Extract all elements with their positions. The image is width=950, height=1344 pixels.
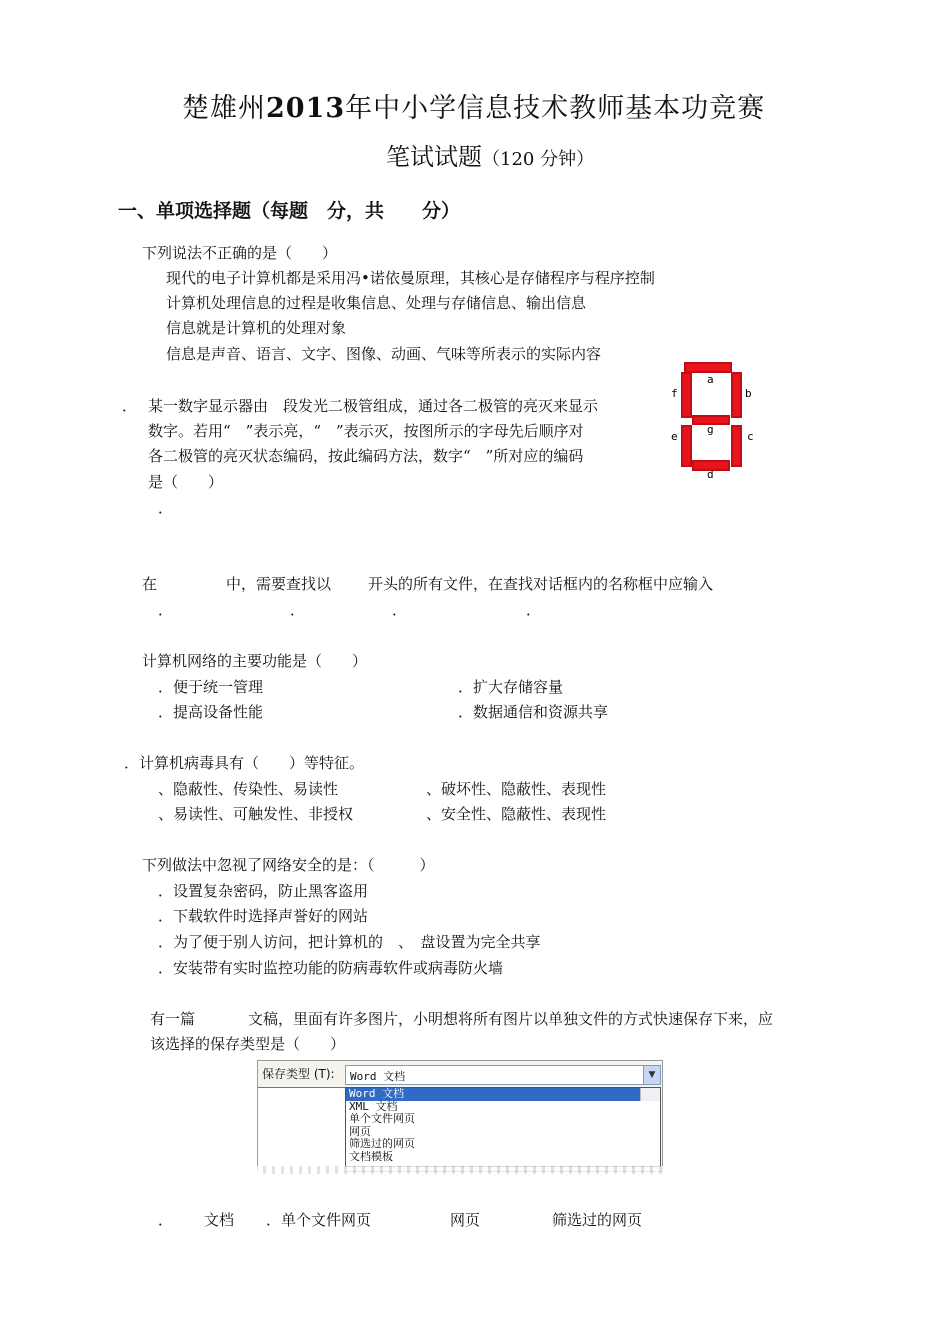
- segment-label-g: g: [707, 423, 714, 436]
- subtitle-main: 笔试试题: [386, 143, 482, 171]
- q4-option: ．提高设备性能: [158, 703, 264, 721]
- save-type-combobox[interactable]: [345, 1065, 661, 1085]
- page-title: [182, 86, 765, 125]
- segment-label-d: d: [707, 468, 714, 481]
- q1-option: 计算机处理信息的过程是收集信息、处理与存储信息、输出信息: [166, 294, 587, 312]
- q1-option: 信息是声音、语言、文字、图像、动画、气味等所表示的实际内容: [166, 345, 602, 363]
- save-type-option[interactable]: 筛选过的网页: [349, 1137, 415, 1150]
- save-type-option[interactable]: XML 文档: [349, 1099, 398, 1113]
- segment-label-e: e: [671, 430, 678, 443]
- dropdown-scrollbar[interactable]: [640, 1088, 660, 1101]
- q4-option: ．数据通信和资源共享: [458, 703, 609, 721]
- q4-option: ．扩大存储容量: [458, 678, 564, 696]
- title-prefix: 楚雄州: [182, 93, 266, 124]
- q7-line1-a: 有一篇: [150, 1010, 196, 1028]
- q5-stem: ．计算机病毒具有（ ）等特征。: [124, 754, 365, 772]
- seven-segment-figure: [668, 362, 758, 484]
- chevron-down-icon[interactable]: ▼: [643, 1066, 660, 1084]
- q3-option-dot: ．: [158, 601, 174, 619]
- segment-f: [681, 372, 692, 418]
- q7-option: 筛选过的网页: [552, 1211, 643, 1229]
- q2-line: 数字。若用“ ”表示亮，“ ”表示灭，按图所示的字母先后顺序对: [148, 422, 584, 440]
- save-type-option[interactable]: Word 文档: [346, 1088, 660, 1101]
- q5-option: 、隐蔽性、传染性、易读性: [158, 780, 339, 798]
- torn-edge-decoration: [257, 1166, 663, 1174]
- save-type-dialog: [257, 1060, 663, 1172]
- q2-option-dot: ．: [158, 499, 174, 517]
- segment-label-a: a: [707, 373, 714, 386]
- save-type-label: 保存类型 (T):: [262, 1067, 335, 1081]
- q1-option: 信息就是计算机的处理对象: [166, 319, 347, 337]
- q6-option: ．下载软件时选择声誉好的网站: [158, 907, 369, 925]
- q1-stem: 下列说法不正确的是（ ）: [142, 244, 338, 262]
- q3-stem-c: 开头的所有文件，在查找对话框内的名称框中应输入: [368, 575, 714, 593]
- segment-label-c: c: [747, 430, 754, 443]
- q3-stem-a: 在: [142, 575, 158, 593]
- q6-option: ．设置复杂密码，防止黑客盗用: [158, 882, 369, 900]
- q7-line2: 该选择的保存类型是（ ）: [150, 1035, 346, 1053]
- q6-option: ．安装带有实时监控功能的防病毒软件或病毒防火墙: [158, 959, 504, 977]
- q2-line: 某一数字显示器由 段发光二极管组成，通过各二极管的亮灭来显示: [148, 397, 599, 415]
- q6-stem: 下列做法中忽视了网络安全的是：（ ）: [142, 856, 435, 874]
- save-type-option[interactable]: 单个文件网页: [349, 1112, 415, 1125]
- q7-option: 网页: [450, 1211, 481, 1229]
- q2-line: 是（ ）: [148, 473, 224, 491]
- save-type-dropdown-list[interactable]: [345, 1087, 661, 1167]
- q4-option: ．便于统一管理: [158, 678, 264, 696]
- dialog-left-pane: [258, 1087, 345, 1174]
- q6-option: ．为了便于别人访问，把计算机的 、 盘设置为完全共享: [158, 933, 541, 951]
- segment-b: [731, 372, 742, 418]
- subtitle-time: （120 分钟）: [482, 149, 595, 170]
- q5-option: 、破坏性、隐蔽性、表现性: [426, 780, 607, 798]
- q7-option: ．单个文件网页: [266, 1211, 372, 1229]
- segment-c: [731, 425, 742, 467]
- q2-number: ．: [122, 397, 138, 415]
- q3-option-dot: ．: [290, 601, 306, 619]
- q4-stem: 计算机网络的主要功能是（ ）: [142, 652, 368, 670]
- save-type-combo-value: Word 文档: [350, 1070, 406, 1083]
- save-type-option[interactable]: 网页: [349, 1124, 371, 1138]
- title-suffix: 年中小学信息技术教师基本功竞赛: [345, 93, 766, 124]
- segment-label-b: b: [745, 387, 752, 400]
- q7-option: 文档: [204, 1211, 235, 1229]
- segment-e: [681, 425, 692, 467]
- page-subtitle: [386, 137, 594, 172]
- q5-option: 、安全性、隐蔽性、表现性: [426, 805, 607, 823]
- q5-option: 、易读性、可触发性、非授权: [158, 805, 354, 823]
- q3-option-dot: ．: [526, 601, 542, 619]
- title-year: 2013: [266, 93, 346, 124]
- q1-option: 现代的电子计算机都是采用冯•诺依曼原理，其核心是存储程序与程序控制: [166, 269, 655, 287]
- q2-line: 各二极管的亮灭状态编码，按此编码方法，数字“ ”所对应的编码: [148, 447, 584, 465]
- section-heading: 一、单项选择题（每题 分，共 分）: [118, 200, 461, 222]
- q3-stem-b: 中，需要查找以: [226, 575, 332, 593]
- q7-option-dot: ．: [158, 1211, 174, 1229]
- save-type-option[interactable]: 文档模板: [349, 1149, 393, 1163]
- q3-option-dot: ．: [392, 601, 408, 619]
- segment-label-f: f: [671, 387, 678, 400]
- q7-line1-b: 文稿，里面有许多图片，小明想将所有图片以单独文件的方式快速保存下来，应: [248, 1010, 774, 1028]
